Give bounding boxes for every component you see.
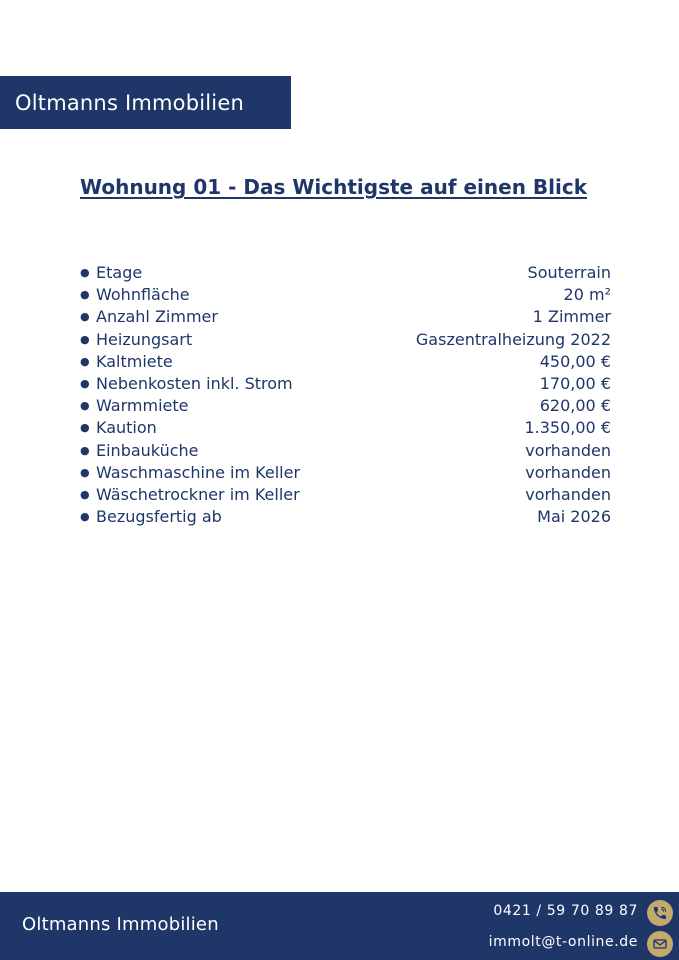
bullet-icon: ● — [80, 399, 90, 413]
fact-row — [80, 284, 611, 306]
fact-row — [80, 440, 611, 462]
footer-brand-name: Oltmanns Immobilien — [22, 914, 219, 935]
fact-label: Nebenkosten inkl. Strom — [96, 374, 293, 394]
fact-value: Mai 2026 — [537, 507, 611, 527]
phone-icon[interactable] — [647, 900, 673, 926]
fact-label: Etage — [96, 263, 143, 283]
fact-row — [80, 395, 611, 417]
fact-row — [80, 484, 611, 506]
fact-row — [80, 262, 611, 284]
page-title: Wohnung 01 - Das Wichtigste auf einen Blick — [80, 175, 588, 199]
fact-value: 620,00 € — [539, 396, 611, 416]
envelope-icon[interactable] — [647, 931, 673, 957]
fact-row — [80, 351, 611, 373]
fact-label: Wohnfläche — [96, 285, 190, 305]
fact-value: Gaszentralheizung 2022 — [415, 329, 611, 349]
fact-label: Warmmiete — [96, 396, 189, 416]
bullet-icon: ● — [80, 332, 90, 346]
bullet-icon: ● — [80, 310, 90, 324]
fact-row — [80, 329, 611, 351]
fact-value: 450,00 € — [539, 351, 611, 371]
phone-number-link[interactable]: 0421 / 59 70 89 87 — [493, 903, 638, 919]
fact-row — [80, 506, 611, 528]
brand-banner — [0, 76, 291, 129]
fact-label: Einbauküche — [96, 440, 199, 460]
bullet-icon: ● — [80, 354, 90, 368]
bullet-icon: ● — [80, 510, 90, 524]
brand-name: Oltmanns Immobilien — [15, 90, 244, 115]
fact-label: Bezugsfertig ab — [96, 507, 222, 527]
email-link[interactable]: immolt@t-online.de — [488, 934, 638, 950]
bullet-icon: ● — [80, 443, 90, 457]
fact-label: Kaution — [96, 418, 157, 438]
footer — [0, 892, 679, 960]
facts-list — [80, 262, 611, 528]
fact-label: Kaltmiete — [96, 351, 173, 371]
fact-value: 20 m² — [563, 285, 611, 305]
fact-value: 1 Zimmer — [532, 307, 611, 327]
bullet-icon: ● — [80, 288, 90, 302]
fact-label: Waschmaschine im Keller — [96, 462, 301, 482]
envelope-glyph — [652, 936, 668, 952]
bullet-icon: ● — [80, 487, 90, 501]
fact-row — [80, 373, 611, 395]
bullet-icon: ● — [80, 465, 90, 479]
fact-row — [80, 306, 611, 328]
fact-label: Wäschetrockner im Keller — [96, 484, 300, 504]
fact-value: vorhanden — [525, 484, 611, 504]
bullet-icon: ● — [80, 377, 90, 391]
fact-label: Heizungsart — [96, 329, 193, 349]
bullet-icon: ● — [80, 421, 90, 435]
fact-value: vorhanden — [525, 462, 611, 482]
bullet-icon: ● — [80, 266, 90, 280]
phone-glyph — [652, 905, 668, 921]
fact-value: vorhanden — [525, 440, 611, 460]
fact-row — [80, 417, 611, 439]
fact-row — [80, 462, 611, 484]
fact-value: 170,00 € — [539, 374, 611, 394]
fact-value: 1.350,00 € — [524, 418, 611, 438]
fact-value: Souterrain — [527, 263, 611, 283]
fact-label: Anzahl Zimmer — [96, 307, 218, 327]
